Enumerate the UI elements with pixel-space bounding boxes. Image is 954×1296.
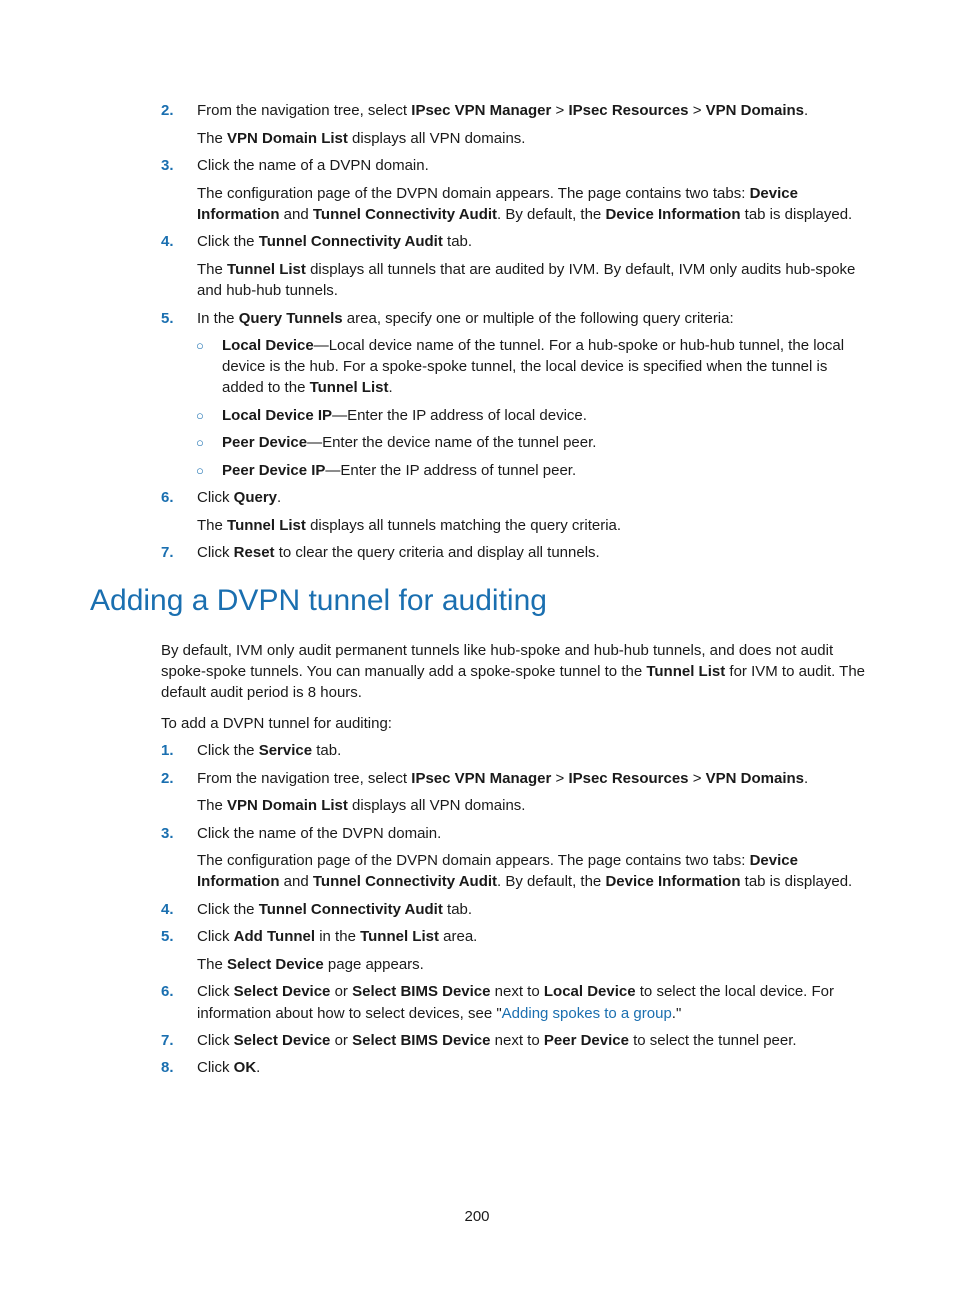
step-number: 4. — [161, 233, 174, 250]
step-text: From the navigation tree, select IPsec VPN Manager > IPsec Resources > VPN Domains. — [197, 770, 809, 787]
step-number: 7. — [161, 544, 174, 561]
step-text: Click Reset to clear the query criteria and display all tunnels. — [197, 544, 600, 561]
bullet-text: Peer Device—Enter the device name of the tunnel peer. — [222, 434, 597, 451]
step-note: The VPN Domain List displays all VPN domains. — [197, 130, 526, 147]
step-number: 2. — [161, 102, 174, 119]
step-text: Click Query. — [197, 489, 282, 506]
step-text: Click OK. — [197, 1059, 261, 1076]
step-text: Click the Tunnel Connectivity Audit tab. — [197, 233, 473, 250]
step-text: Click the Service tab. — [197, 742, 342, 759]
bullet-icon: ○ — [196, 435, 204, 450]
step-note: The VPN Domain List displays all VPN domains. — [197, 797, 526, 814]
step-text: Click Select Device or Select BIMS Device next to Peer Device to select the tunnel peer. — [197, 1032, 797, 1049]
step-note: and hub-hub tunnels. — [197, 282, 338, 299]
step-text: In the Query Tunnels area, specify one or multiple of the following query criteria: — [197, 310, 734, 327]
intro-text: spoke-spoke tunnels. You can manually add a spoke-spoke tunnel to the Tunnel List for IVM to audit. The — [161, 663, 866, 680]
lead-text: To add a DVPN tunnel for auditing: — [161, 715, 392, 732]
step-number: 1. — [161, 742, 174, 759]
adding-spokes-link[interactable]: Adding spokes to a group — [501, 1005, 672, 1022]
step-note: The configuration page of the DVPN domain appears. The page contains two tabs: Device — [197, 185, 798, 202]
step-number: 3. — [161, 825, 174, 842]
step-number: 6. — [161, 983, 174, 1000]
step-number: 5. — [161, 928, 174, 945]
bullet-icon: ○ — [196, 408, 204, 423]
step-number: 6. — [161, 489, 174, 506]
step-number: 3. — [161, 157, 174, 174]
step-note: The Tunnel List displays all tunnels that are audited by IVM. By default, IVM only audits hub-spoke — [197, 261, 856, 278]
bullet-icon: ○ — [196, 338, 204, 353]
bullet-text: device is the hub. For a spoke-spoke tunnel, the local device is specified when the tunnel is — [222, 358, 828, 375]
step-note: Information and Tunnel Connectivity Audit. By default, the Device Information tab is displayed. — [197, 206, 853, 223]
section-heading: Adding a DVPN tunnel for auditing — [90, 584, 547, 617]
step-number: 4. — [161, 901, 174, 918]
bullet-text: added to the Tunnel List. — [222, 379, 393, 396]
bullet-text: Local Device—Local device name of the tunnel. For a hub-spoke or hub-hub tunnel, the local — [222, 337, 845, 354]
step-text: Click Add Tunnel in the Tunnel List area. — [197, 928, 478, 945]
bullet-text: Peer Device IP—Enter the IP address of tunnel peer. — [222, 462, 577, 479]
bullet-text: Local Device IP—Enter the IP address of local device. — [222, 407, 587, 424]
step-note: The configuration page of the DVPN domain appears. The page contains two tabs: Device — [197, 852, 798, 869]
step-text: Click the name of a DVPN domain. — [197, 157, 429, 174]
bullet-icon: ○ — [196, 463, 204, 478]
intro-text: default audit period is 8 hours. — [161, 684, 362, 701]
step-text: information about how to select devices, see "Adding spokes to a group." — [197, 1005, 682, 1022]
step-number: 2. — [161, 770, 174, 787]
step-number: 8. — [161, 1059, 174, 1076]
step-text: From the navigation tree, select IPsec VPN Manager > IPsec Resources > VPN Domains. — [197, 102, 809, 119]
page-number: 200 — [464, 1208, 490, 1225]
step-text: Click the Tunnel Connectivity Audit tab. — [197, 901, 473, 918]
step-number: 5. — [161, 310, 174, 327]
step-note: Information and Tunnel Connectivity Audit. By default, the Device Information tab is displayed. — [197, 873, 853, 890]
intro-text: By default, IVM only audit permanent tunnels like hub-spoke and hub-hub tunnels, and does not audit — [161, 642, 834, 659]
step-text: Click Select Device or Select BIMS Device next to Local Device to select the local device. For — [197, 983, 835, 1000]
step-note: The Select Device page appears. — [197, 956, 424, 973]
step-text: Click the name of the DVPN domain. — [197, 825, 442, 842]
step-number: 7. — [161, 1032, 174, 1049]
step-note: The Tunnel List displays all tunnels matching the query criteria. — [197, 517, 622, 534]
